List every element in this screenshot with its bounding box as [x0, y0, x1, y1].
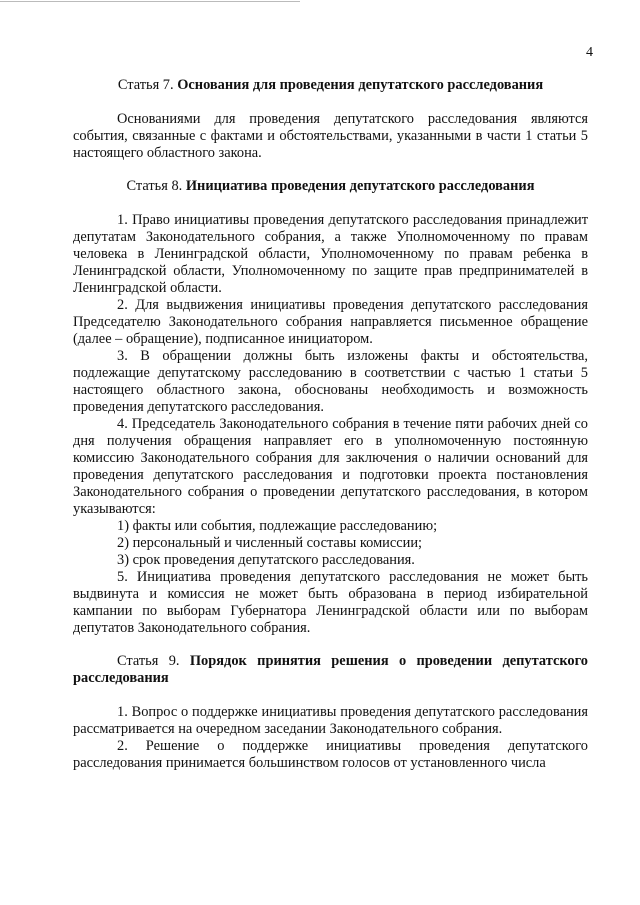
page-number: 4 [586, 45, 593, 60]
article-9-prefix: Статья 9. [117, 653, 180, 669]
scan-artifact-line [0, 1, 300, 2]
article-8-paragraph-2: 2. Для выдвижения инициативы проведения депутатского расследования Председателю Законодательного собрания направляется письменное обращение (далее – обращение), подписанное инициатором. [73, 297, 588, 347]
article-8-paragraph-3: 3. В обращении должны быть изложены факты и обстоятельства, подлежащие депутатскому расследованию в соответствии с частью 1 статьи 5 настоящего областного закона, обоснованы необходимость и возможность проведения депутатского расследования. [73, 348, 588, 415]
article-9-title: Порядок принятия решения о проведении депутатского расследования [73, 653, 588, 686]
article-8-heading [73, 178, 588, 195]
article-7-title: Основания для проведения депутатского расследования [177, 77, 544, 93]
article-8-prefix: Статья 8. [126, 178, 183, 194]
list-item: 2) персональный и численный составы комиссии; [117, 535, 423, 551]
article-7-prefix: Статья 7. [117, 77, 174, 93]
document-body [73, 77, 588, 772]
article-8-paragraph-5: 5. Инициатива проведения депутатского расследования не может быть выдвинута и комиссия не может быть образована в период избирательной кампании по выборам Губернатора Ленинградской области или по выборам депутатов Законодательного собрания. [73, 569, 588, 636]
article-7-heading [73, 77, 588, 94]
article-9-paragraph-1: 1. Вопрос о поддержке инициативы проведения депутатского расследования рассматривается на очередном заседании Законодательного собрания. [73, 704, 588, 737]
list-item: 3) срок проведения депутатского расследования. [117, 552, 415, 568]
article-8-paragraph-4: 4. Председатель Законодательного собрания в течение пяти рабочих дней со дня получения обращения направляет его в уполномоченную постоянную комиссию Законодательного собрания для заключения о наличии оснований для проведения депутатского расследования и подготовки проекта постановления Законодательного собрания о проведении депутатского расследования, в котором указываются: [73, 416, 588, 517]
article-8-title: Инициатива проведения депутатского расследования [185, 178, 535, 194]
list-item: 1) факты или события, подлежащие расследованию; [117, 518, 438, 534]
article-9-paragraph-2: 2. Решение о поддержке инициативы проведения депутатского расследования принимается большинством голосов от установленного числа [73, 738, 588, 771]
article-9-heading [73, 653, 588, 687]
article-8-paragraph-1: 1. Право инициативы проведения депутатского расследования принадлежит депутатам Законодательного собрания, а также Уполномоченному по правам человека в Ленинградской области, Уполномоченному по правам ребенка в Ленинградской области, Уполномоченному по защите прав предпринимателей в Ленинградской области. [73, 212, 588, 296]
article-7-paragraph: Основаниями для проведения депутатского расследования являются события, связанные с фактами и обстоятельствами, указанными в части 1 статьи 5 настоящего областного закона. [73, 111, 588, 161]
